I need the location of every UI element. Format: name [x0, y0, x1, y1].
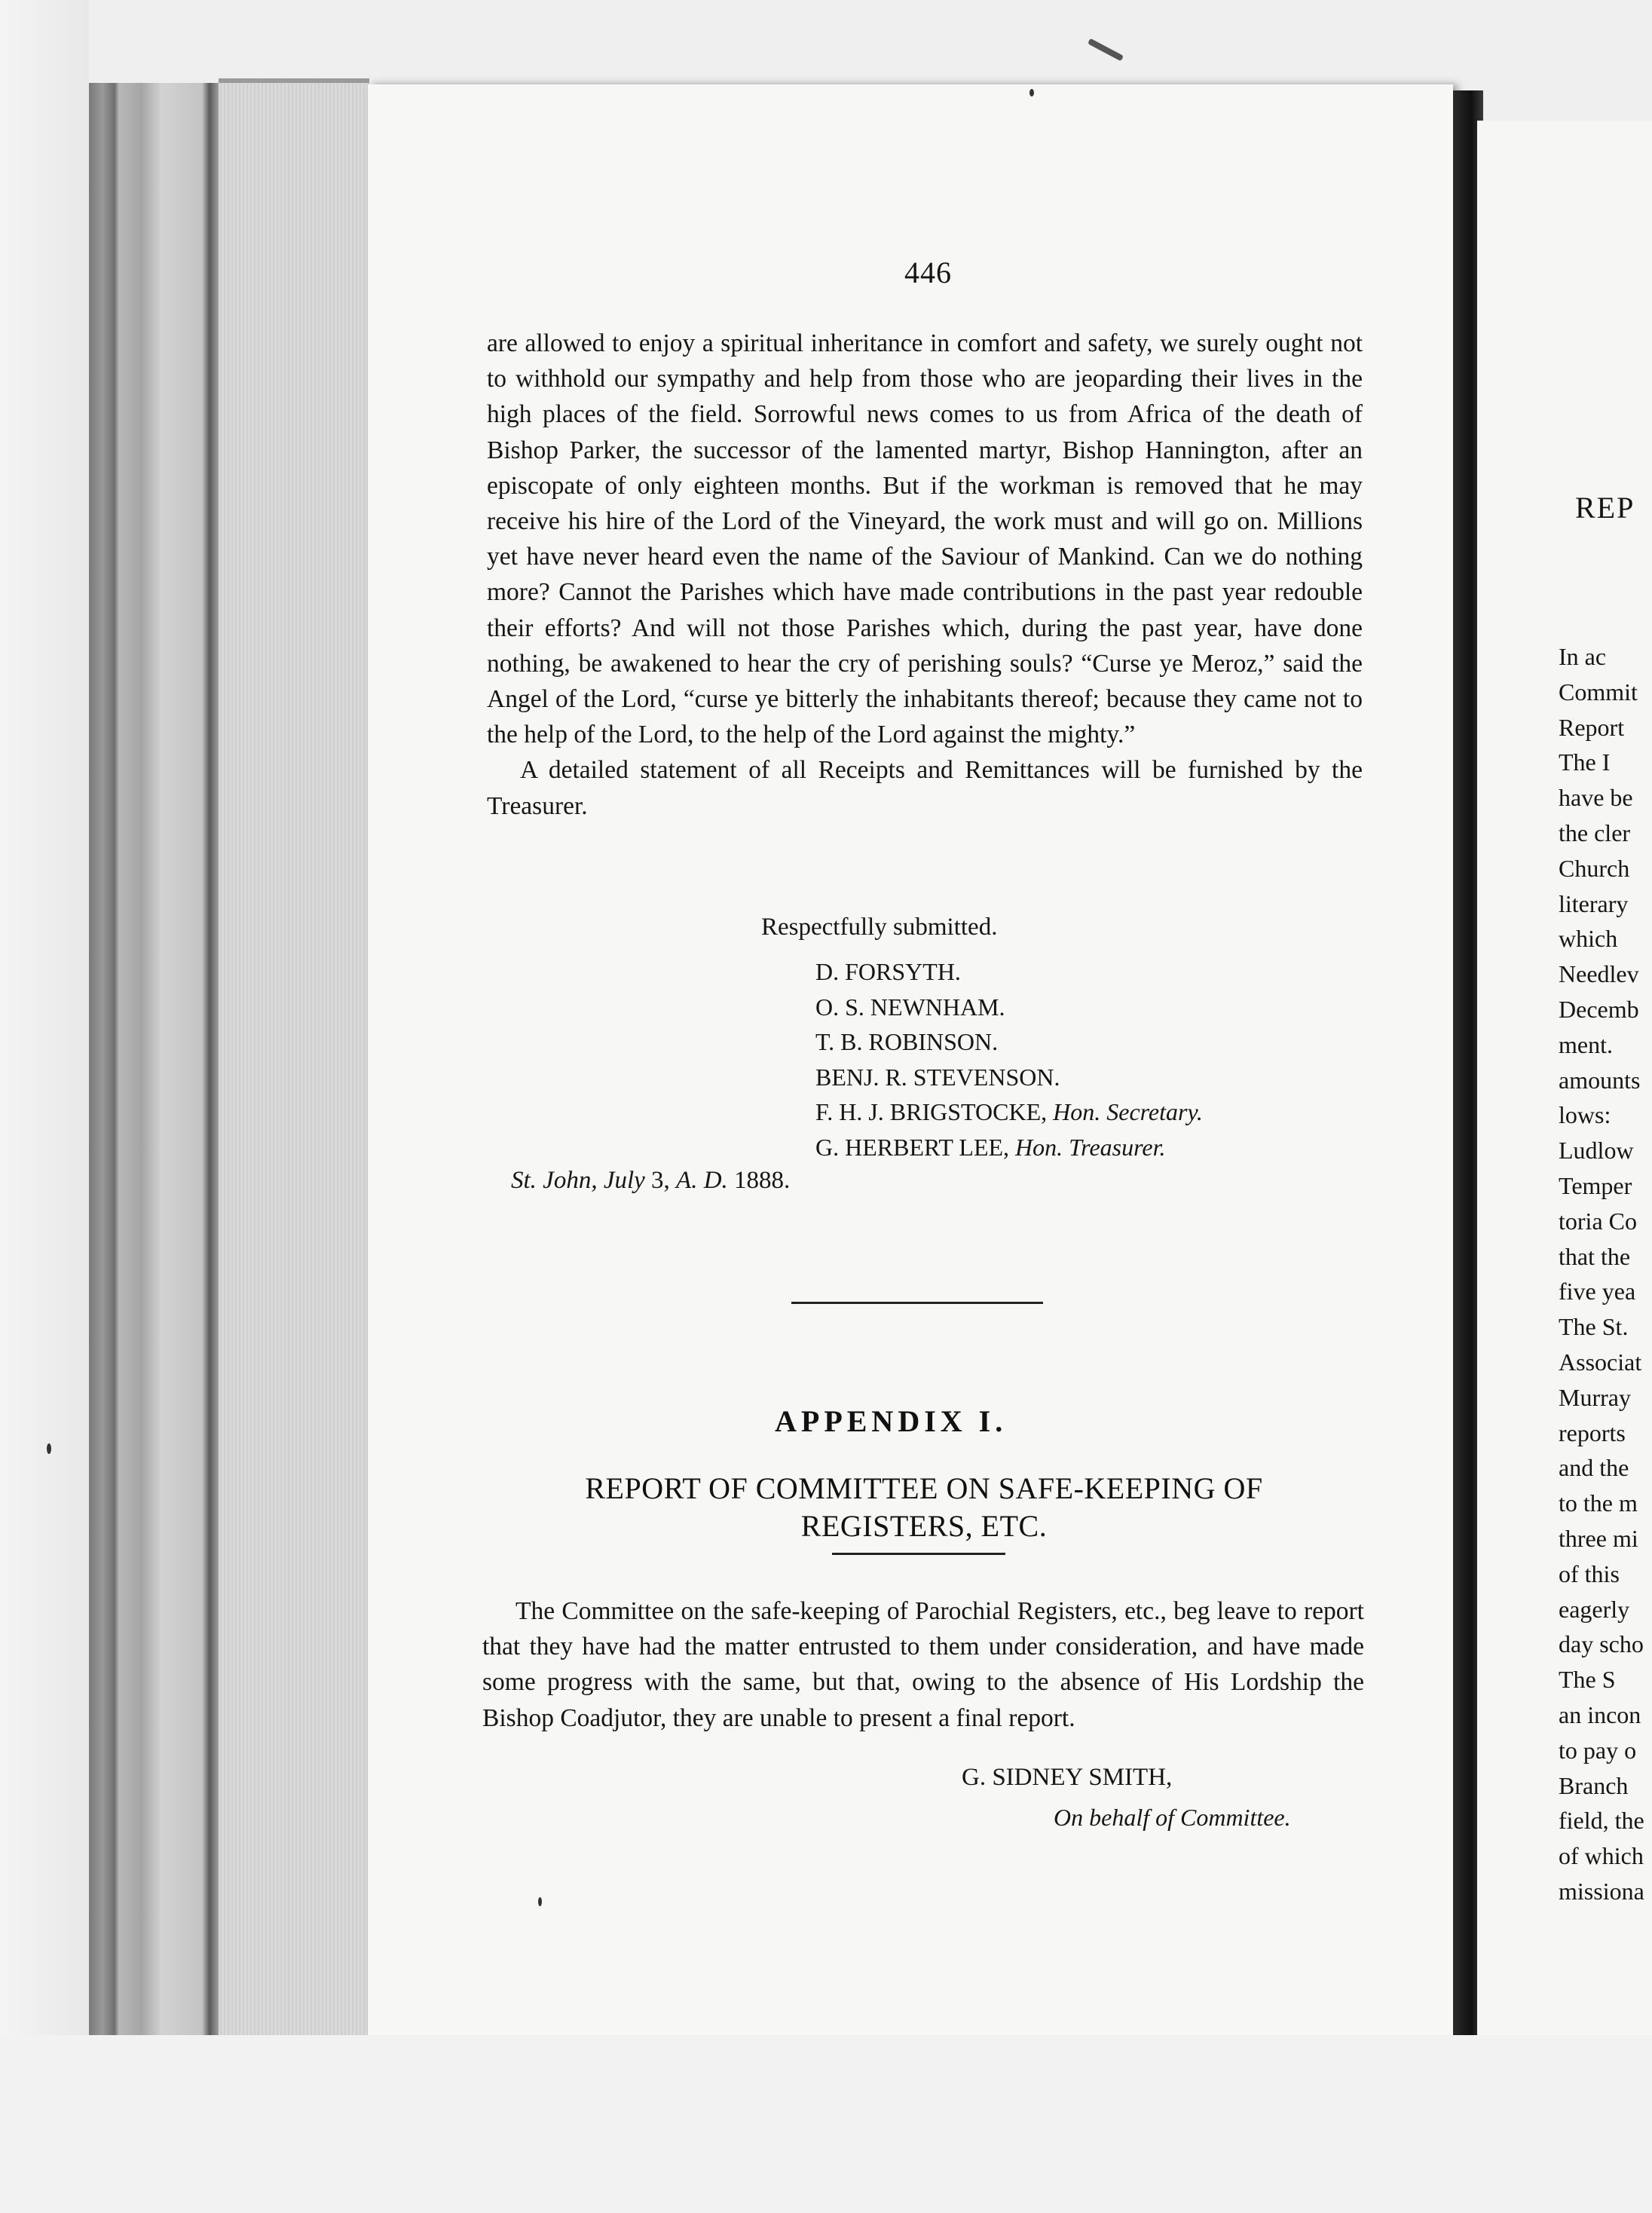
right-page-line: The St. [1559, 1313, 1629, 1341]
right-page-line: missiona [1559, 1877, 1644, 1905]
right-page-line: The I [1559, 748, 1611, 776]
film-margin-bottom [0, 2035, 1652, 2213]
right-page-line: five yea [1559, 1278, 1636, 1305]
right-page-line: Decemb [1559, 995, 1639, 1023]
right-page-line: toria Co [1559, 1207, 1637, 1235]
right-page-line: amounts [1559, 1066, 1641, 1094]
report-title: REPORT OF COMMITTEE ON SAFE-KEEPING OF REGISTERS, ETC. [585, 1471, 1263, 1543]
right-page-line: three mi [1559, 1524, 1638, 1552]
film-speck [47, 1443, 51, 1454]
right-page-line: Murray [1559, 1383, 1631, 1411]
signer: D. FORSYTH. [815, 958, 961, 985]
report-body [487, 326, 1363, 824]
title-rule [832, 1553, 1005, 1555]
dateline: St. John, July 3, A. D. 1888. [511, 1167, 791, 1194]
signer: O. S. NEWNHAM. [815, 993, 1005, 1021]
right-page-line: The S [1559, 1666, 1616, 1694]
film-speck [538, 1897, 542, 1906]
body-paragraph: A detailed statement of all Receipts and Remittances will be furnished by the Treasurer. [487, 756, 1363, 820]
film-speck [1029, 89, 1034, 96]
right-page-heading: REP [1575, 491, 1635, 525]
right-page-line: to the m [1559, 1489, 1638, 1517]
right-page-line: eagerly [1559, 1595, 1630, 1623]
right-page-line: the cler [1559, 819, 1631, 846]
film-margin-left [0, 0, 89, 2213]
right-page-line: In ac [1559, 643, 1607, 670]
committee-signer-role: On behalf of Committee. [1054, 1804, 1291, 1831]
page-stack [219, 78, 369, 2043]
right-page-text [1559, 639, 1644, 1909]
right-page-line: Needlev [1559, 960, 1639, 988]
right-page-line: Church [1559, 854, 1630, 882]
right-page-line: of which [1559, 1842, 1644, 1870]
committee-signer: G. SIDNEY SMITH, [962, 1764, 1173, 1791]
right-page-line: ment. [1559, 1030, 1613, 1058]
signer: BENJ. R. STEVENSON. [815, 1063, 1060, 1091]
right-page-line: day scho [1559, 1630, 1644, 1658]
signoff: Respectfully submitted. [761, 914, 998, 941]
right-page-line: that the [1559, 1242, 1631, 1270]
signer: F. H. J. BRIGSTOCKE, Hon. Secretary. [815, 1098, 1203, 1125]
body-paragraph: are allowed to enjoy a spiritual inheritance in comfort and safety, we surely ought not to withhold our sympathy and help from those who are jeoparding their lives in the high places of the field. Sorrowful news comes to us from Africa of the death of Bishop Parker, the successor of the lamented martyr, Bishop Hannington, after an episcopate of only eighteen months. But if the workman is removed that he may receive his hire of the Lord of the Vineyard, the work must and will go on. Millions yet have never heard even the name of the Saviour of Mankind. Can we do nothing more? Cannot the Parishes which have made contributions in the past year redouble their efforts? And will not those Parishes which, during the past year, have done nothing, be awakened to hear the cry of perishing souls? “Curse ye Meroz,” said the Angel of the Lord, “curse ye bitterly the inhabitants thereof; because they came not to the help of the Lord, to the help of the Lord against the mighty.” [487, 329, 1363, 749]
signer-title: Hon. Treasurer. [1015, 1133, 1166, 1161]
body-paragraph: The Committee on the safe-keeping of Parochial Registers, etc., beg leave to report that they have had the matter entrusted to them under consideration, and have made some progress with the same, but that, owing to the absence of His Lordship the Bishop Coadjutor, they are unable to present a final report. [482, 1597, 1364, 1732]
right-page-line: Associat [1559, 1348, 1642, 1376]
section-divider [791, 1302, 1043, 1304]
signer: G. HERBERT LEE, Hon. Treasurer. [815, 1133, 1166, 1161]
right-page-line: Temper [1559, 1171, 1632, 1199]
right-page-line: Ludlow [1559, 1137, 1634, 1165]
right-page-line: Report [1559, 713, 1625, 741]
signer-list [815, 954, 1203, 1165]
appendix-heading: APPENDIX I. [775, 1404, 1008, 1438]
signer-title: Hon. Secretary. [1053, 1098, 1203, 1125]
right-page-line: lows: [1559, 1101, 1611, 1129]
right-page-line: field, the [1559, 1807, 1644, 1835]
right-page-line: reports [1559, 1419, 1626, 1446]
signer: T. B. ROBINSON. [815, 1028, 999, 1055]
right-page-line: an incon [1559, 1700, 1641, 1728]
right-page-line: of this [1559, 1560, 1620, 1587]
film-speck [1088, 38, 1124, 62]
page-number: 446 [904, 256, 952, 289]
right-page-line: which [1559, 925, 1618, 953]
right-page-line: have be [1559, 784, 1633, 812]
committee-report-body [482, 1593, 1364, 1736]
right-page-line: literary [1559, 889, 1629, 917]
right-page-line: Branch [1559, 1771, 1629, 1799]
right-page-line: and the [1559, 1454, 1629, 1482]
right-page-line: to pay o [1559, 1736, 1637, 1764]
right-page-line: Commit [1559, 678, 1638, 706]
